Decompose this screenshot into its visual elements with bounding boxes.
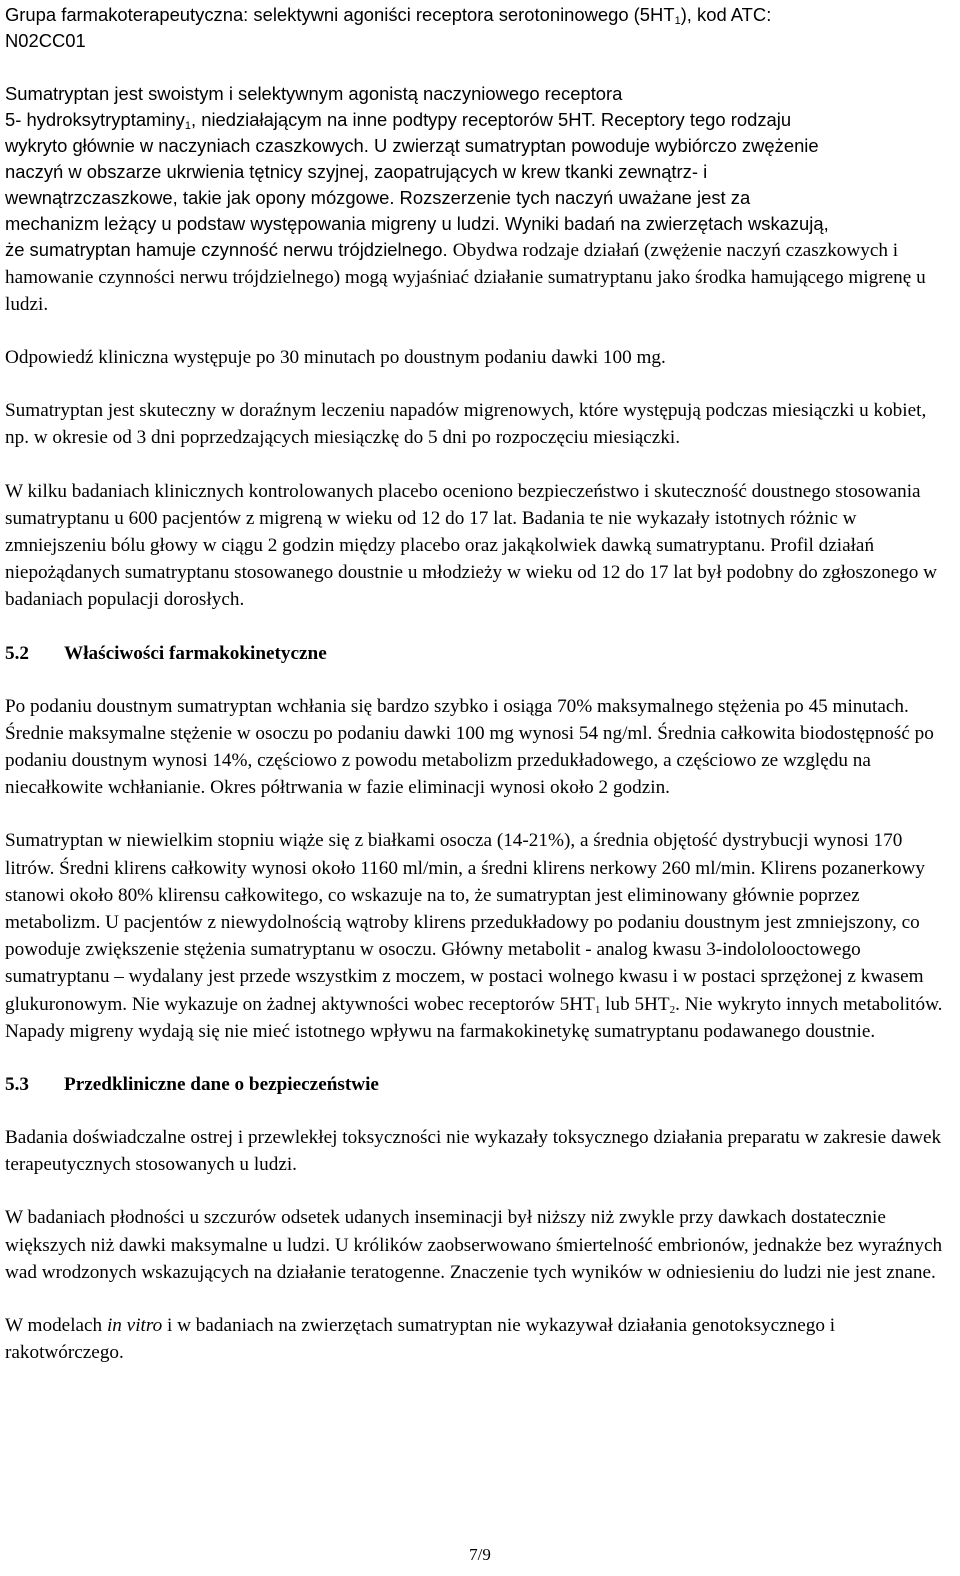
- atc-text: Grupa farmakoterapeutyczna: selektywni agoniści receptora serotoninowego (5HT: [5, 4, 675, 25]
- atc-subscript: 1: [674, 15, 681, 27]
- section-heading-5-3: [5, 1071, 953, 1098]
- adolescent-studies-paragraph: W kilku badaniach klinicznych kontrolowanych placebo oceniono bezpieczeństwo i skuteczność doustnego stosowania sumatryptanu u 600 pacjentów z migreną w wieku od 12 do 17 lat. Badania te nie wykazały istotnych różnic w zmniejszeniu bólu głowy w ciągu 2 godzin między placebo oraz jakąkolwiek dawką sumatryptanu. Profil działań niepożądanych sumatryptanu stosowanego doustnie u młodzieży w wieku od 12 do 17 lat był podobny do zgłoszonego w badaniach populacji dorosłych.: [5, 480, 938, 611]
- toxicity-paragraph: Badania doświadczalne ostrej i przewlekłej toksyczności nie wykazały toksycznego działania preparatu w zakresie dawek terapeutycznych stosowanych u ludzi.: [5, 1127, 942, 1176]
- section-heading-5-2: [5, 640, 953, 667]
- fertility-paragraph: W badaniach płodności u szczurów odsetek udanych inseminacji był niższy niż zwykle przy dawkach dostatecznie większych niż dawki maksymalne u ludzi. U królików zaobserwowano śmiertelność embrionów, jednakże bez wyraźnych wad wrodzonych wskazujących na działanie teratogenne. Znaczenie tych wyników w odniesieniu do ludzi nie jest znane.: [5, 1207, 943, 1283]
- document-page: [5, 0, 953, 1366]
- para1-line: wykryto głównie w naczyniach czaszkowych. U zwierząt sumatryptan powoduje wybiórczo zwężenie: [5, 135, 819, 156]
- section-title: Właściwości farmakokinetyczne: [64, 642, 327, 664]
- genotoxicity-text: i w badaniach na zwierzętach sumatryptan nie wykazywał działania genotoksycznego i rakotwórczego.: [5, 1315, 836, 1364]
- section-number: 5.3: [5, 1074, 29, 1096]
- pharmacodynamics-paragraph: [5, 81, 953, 318]
- para1-line: Sumatryptan jest swoistym i selektywnym agonistą naczyniowego receptora: [5, 83, 623, 104]
- section-number: 5.2: [5, 642, 29, 664]
- para1-continuation: Obydwa rodzaje działań (zwężenie naczyń czaszkowych i hamowanie czynności nerwu trójdzielnego) mogą wyjaśniać działanie sumatryptanu jako środka hamującego migrenę u ludzi.: [5, 240, 926, 315]
- receptor-subscript: 2: [669, 1003, 676, 1016]
- atc-code: N02CC01: [5, 30, 86, 51]
- distribution-text: Sumatryptan w niewielkim stopniu wiąże się z białkami osocza (14-21%), a średnia objętość dystrybucji wynosi 170 litrów. Średni klirens całkowity wynosi około 1160 ml/min, a średni klirens nerkowy 260 ml/min. Klirens pozanerkowy stanowi około 80% klirensu całkowitego, co wskazuje na to, że sumatryptan jest eliminowany głównie poprzez metabolizm. U pacjentów z niewydolnością wątroby klirens przedukładowy po podaniu doustnym jest zmniejszony, co powoduje zwiększenie stężenia sumatryptanu w osoczu. Główny metabolit - analog kwasu 3-indololooctowego sumatryptanu – wydalany jest przede wszystkim z moczem, w postaci wolnego kwasu i w postaci sprzężonej z kwasem glukuronowym. Nie wykazuje on żadnej aktywności wobec receptorów 5HT: [5, 830, 925, 1015]
- atc-classification: [5, 0, 953, 54]
- absorption-paragraph: Po podaniu doustnym sumatryptan wchłania się bardzo szybko i osiąga 70% maksymalnego stężenia po 45 minutach. Średnie maksymalne stężenie w osoczu po podaniu dawki 100 mg wynosi 54 ng/ml. Średnia całkowita biodostępność po podaniu doustnym wynosi 14%, częściowo z powodu metabolizm przedukładowego, a częściowo ze względu na niecałkowite wchłanianie. Okres półtrwania w fazie eliminacji wynosi około 2 godzin.: [5, 695, 934, 799]
- para1-subscript: 1: [184, 120, 191, 132]
- para1-line: 5- hydroksytryptaminy: [5, 109, 185, 130]
- para1-line: naczyń w obszarze ukrwienia tętnicy szyjnej, zaopatrujących w krew tkanki zewnątrz- i: [5, 161, 708, 182]
- page-number: 7/9: [469, 1545, 491, 1564]
- para1-line: że sumatryptan hamuje czynność nerwu trójdzielnego.: [5, 239, 448, 260]
- para1-line: mechanizm leżący u podstaw występowania migreny u ludzi. Wyniki badań na zwierzętach wskazują,: [5, 213, 829, 234]
- distribution-text: . Nie wykryto innych metabolitów. Napady migreny wydają się nie mieć istotnego wpływu na farmakokinetykę sumatryptanu podawanego doustnie.: [5, 993, 943, 1042]
- para1-line: wewnątrzczaszkowe, takie jak opony mózgowe. Rozszerzenie tych naczyń uważane jest za: [5, 187, 751, 208]
- para1-line: , niedziałającym na inne podtypy receptorów 5HT. Receptory tego rodzaju: [191, 109, 792, 130]
- menstrual-migraine-paragraph: Sumatryptan jest skuteczny w doraźnym leczeniu napadów migrenowych, które występują podczas miesiączki u kobiet, np. w okresie od 3 dni poprzedzających miesiączkę do 5 dni po rozpoczęciu miesiączki.: [5, 400, 927, 449]
- genotoxicity-text: W modelach: [5, 1315, 107, 1337]
- genotoxicity-paragraph: [5, 1312, 953, 1366]
- clinical-response-paragraph: Odpowiedź kliniczna występuje po 30 minutach po doustnym podaniu dawki 100 mg.: [5, 347, 666, 368]
- atc-text-end: ), kod ATC:: [680, 4, 772, 25]
- in-vitro-term: in vitro: [106, 1315, 163, 1337]
- distribution-text: lub 5HT: [600, 993, 670, 1015]
- receptor-subscript: 1: [594, 1003, 601, 1016]
- section-title: Przedkliniczne dane o bezpieczeństwie: [64, 1074, 379, 1096]
- distribution-paragraph: [5, 827, 953, 1045]
